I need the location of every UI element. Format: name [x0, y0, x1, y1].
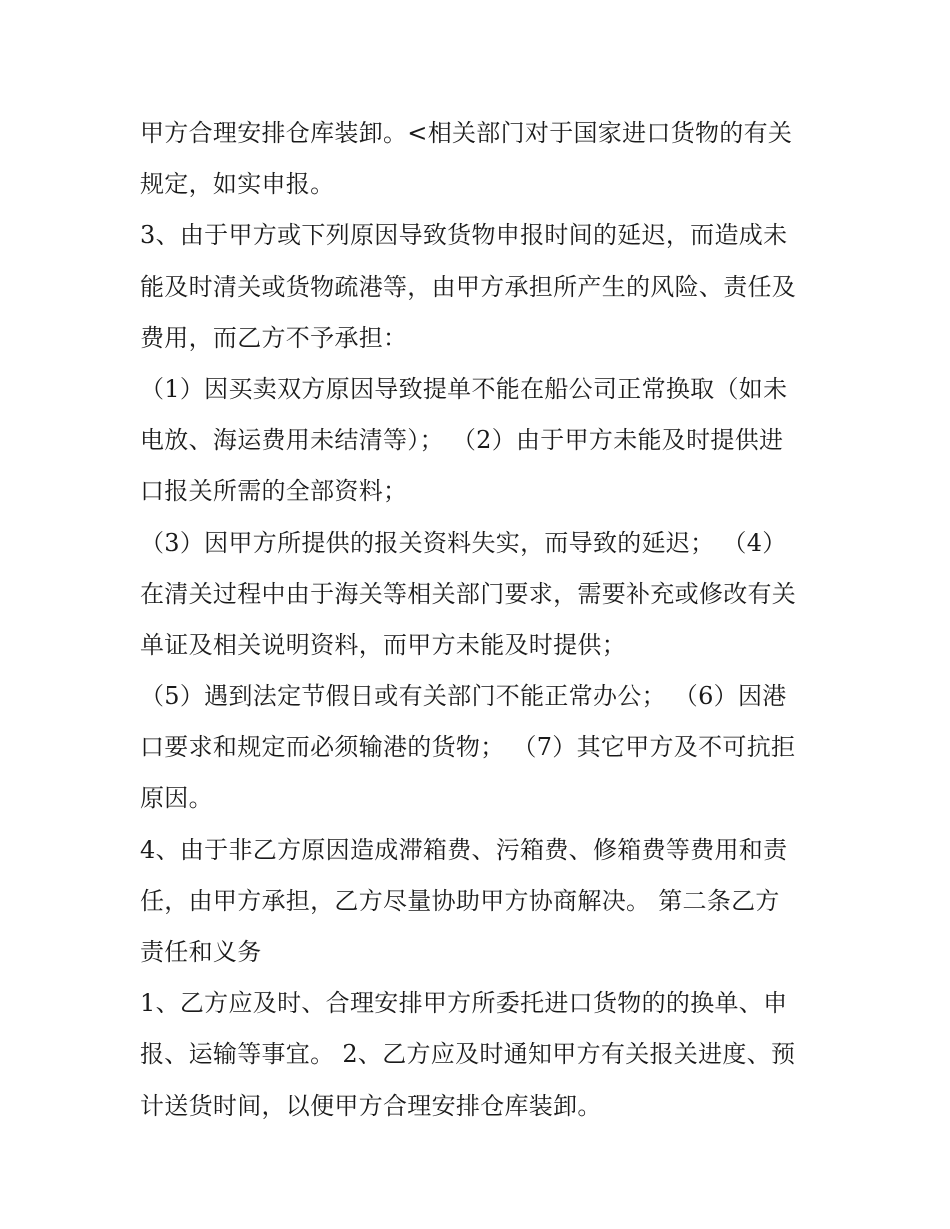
text-line: （3）因甲方所提供的报关资料失实，而导致的延迟； （4） — [140, 528, 787, 557]
text-line: 3、由于甲方或下列原因导致货物申报时间的延迟，而造成未 — [140, 221, 788, 250]
text-line: 规定，如实申报。 — [140, 170, 335, 199]
text-line: 单证及相关说明资料，而甲方未能及时提供； — [140, 630, 626, 659]
text-line: 任，由甲方承担，乙方尽量协助甲方协商解决。 第二条乙方 — [140, 886, 780, 915]
text-line: （5）遇到法定节假日或有关部门不能正常办公； （6）因港 — [140, 682, 787, 711]
text-line: 报、运输等事宜。 2、乙方应及时通知甲方有关报关进度、预 — [140, 1040, 796, 1069]
text-line: 口报关所需的全部资料； — [140, 477, 408, 506]
text-line: 口要求和规定而必须输港的货物； （7）其它甲方及不可抗拒 — [140, 733, 796, 762]
text-line: 甲方合理安排仓库装卸。<相关部门对于国家进口货物的有关 — [140, 119, 793, 147]
text-line: 电放、海运费用未结清等）； （2）由于甲方未能及时提供进 — [140, 426, 784, 455]
text-line: （1）因买卖双方原因导致提单不能在船公司正常换取（如未 — [140, 374, 788, 403]
text-line: 费用，而乙方不予承担： — [140, 323, 408, 352]
text-line: 责任和义务 — [140, 938, 262, 966]
text-line: 原因。 — [140, 784, 213, 813]
document-body — [140, 108, 820, 1132]
text-line: 在清关过程中由于海关等相关部门要求，需要补充或修改有关 — [140, 579, 797, 608]
text-line: 能及时清关或货物疏港等，由甲方承担所产生的风险、责任及 — [140, 272, 797, 301]
text-line: 1、乙方应及时、合理安排甲方所委托进口货物的的换单、申 — [140, 989, 788, 1018]
text-line: 4、由于非乙方原因造成滞箱费、污箱费、修箱费等费用和责 — [140, 835, 788, 864]
text-line: 计送货时间，以便甲方合理安排仓库装卸。 — [140, 1091, 602, 1120]
